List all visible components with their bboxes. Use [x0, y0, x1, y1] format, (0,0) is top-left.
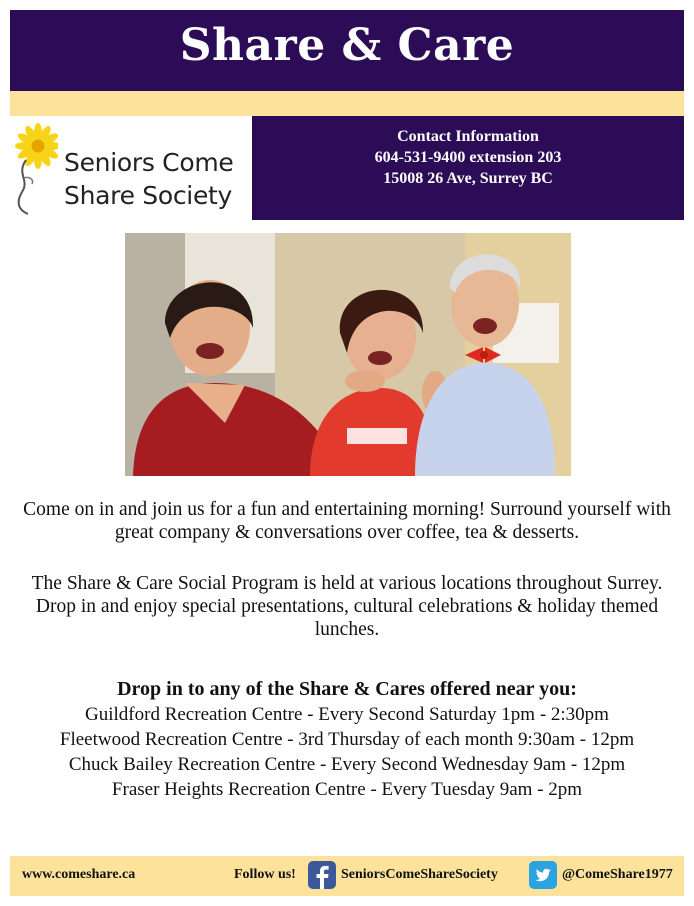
daisy-logo-icon — [14, 122, 58, 218]
location-item: Fleetwood Recreation Centre - 3rd Thursday of each month 9:30am - 12pm — [59, 729, 635, 750]
twitter-handle[interactable]: @ComeShare1977 — [562, 867, 673, 882]
title-banner — [10, 10, 684, 91]
contact-heading: Contact Information — [397, 128, 539, 145]
contact-info-box — [252, 116, 684, 220]
locations-section — [8, 676, 686, 802]
society-logo — [10, 116, 252, 220]
location-item: Guildford Recreation Centre - Every Second Saturday 1pm - 2:30pm — [85, 704, 609, 725]
twitter-icon[interactable] — [529, 861, 557, 889]
program-paragraph: The Share & Care Social Program is held at various locations throughout Surrey. Drop in and enjoy special presentations, cultural celebrations & holiday themed lunches. — [31, 573, 663, 640]
logo-line-1: Seniors Come — [64, 148, 234, 177]
locations-heading: Drop in to any of the Share & Cares offered near you: — [117, 678, 577, 700]
gold-divider-band — [10, 91, 684, 116]
logo-line-2: Share Society — [64, 181, 233, 210]
intro-paragraph: Come on in and join us for a fun and entertaining morning! Surround yourself with great company & conversations over coffee, tea & desserts. — [23, 499, 671, 543]
logo-wordmark — [64, 146, 233, 212]
facebook-icon[interactable] — [308, 861, 336, 889]
website-link[interactable]: www.comeshare.ca — [22, 867, 136, 882]
seniors-photo-illustration — [125, 233, 571, 476]
contact-address: 15008 26 Ave, Surrey BC — [383, 170, 553, 187]
location-item: Chuck Bailey Recreation Centre - Every Second Wednesday 9am - 12pm — [68, 754, 626, 775]
follow-us-label: Follow us! — [234, 867, 296, 882]
seniors-group-photo — [125, 233, 571, 476]
location-item: Fraser Heights Recreation Centre - Every Tuesday 9am - 2pm — [111, 779, 583, 800]
footer-bar — [10, 856, 684, 896]
facebook-handle[interactable]: SeniorsComeShareSociety — [341, 867, 498, 882]
contact-phone: 604-531-9400 extension 203 — [374, 149, 562, 166]
page-title: Share & Care — [179, 20, 515, 71]
